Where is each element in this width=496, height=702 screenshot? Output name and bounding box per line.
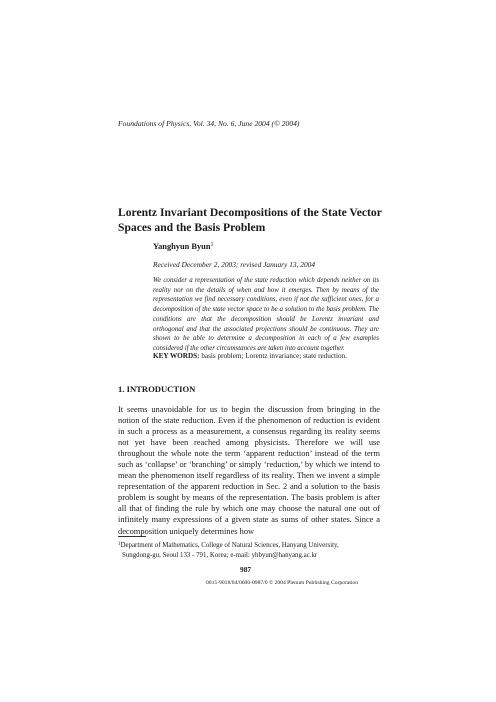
page-number: 987 <box>240 565 252 574</box>
footnote <box>118 540 398 560</box>
keywords-label: KEY WORDS: <box>153 352 200 360</box>
received-dates: Received December 2, 2003; revised January 13, 2004 <box>153 260 316 269</box>
keywords-line <box>153 352 393 360</box>
introduction-paragraph: It seems unavoidable for us to begin the discussion from bringing in the notion of the state reduction. Even if the phenomenon of reduction is evident in such a process as a measurement, a consensus regarding its reality seems not yet have been reached among physicists. Therefore we will use throughout the whole note the term ‘apparent reduction’ instead of the term such as ‘collapse’ or ‘branching’ or simply ‘reduction,’ by which we intend to mean the phenomenon itself regardless of its reality. Then we invent a simple representation of the apparent reduction in Sec. 2 and a solution to the basis problem is sought by means of the representation. The basis problem is after all that of finding the rule by which one may choose the natural one out of infinitely many expressions of a given state as sums of other states. Since a decomposition uniquely determines how <box>118 405 380 536</box>
paper-title: Lorentz Invariant Decompositions of the State Vector Spaces and the Basis Problem <box>118 206 382 234</box>
footnote-divider <box>118 536 146 537</box>
copyright-line: 0015-9018/04/0600-0987/0 © 2004 Plenum Publishing Corporation <box>206 580 359 586</box>
author-footnote-mark: 1 <box>210 242 214 248</box>
footnote-line-2: Sungdong-gu, Seoul 133 - 791, Korea; e-mail: yhbyun@hanyang.ac.kr <box>122 551 318 559</box>
keywords-text: basis problem; Lorentz invariance; state reduction. <box>199 352 348 360</box>
footnote-mark: 1 <box>118 542 121 547</box>
journal-citation: Foundations of Physics, Vol. 34, No. 6, June 2004 (© 2004) <box>118 119 300 128</box>
author-name: Yanghyun Byun <box>153 242 211 251</box>
section-heading: 1. INTRODUCTION <box>118 384 196 394</box>
footnote-line-1: Department of Mathematics, College of Natural Sciences, Hanyang University, <box>120 542 339 549</box>
author-line <box>153 242 214 251</box>
abstract: We consider a representation of the state reduction which depends neither on its reality nor on the details of when and how it emerges. Then by means of the representation we find necessary conditions, even if not the sufficient ones, for a decomposition of the state vector space to be a solution to the basis problem. The conditions are that the decomposition should be Lorentz invariant and orthogonal and that the associated projections should be continuous. They are shown to be able to determine a decomposition in each of a few examples considered if the other circumstances are taken into account together. <box>153 277 379 352</box>
